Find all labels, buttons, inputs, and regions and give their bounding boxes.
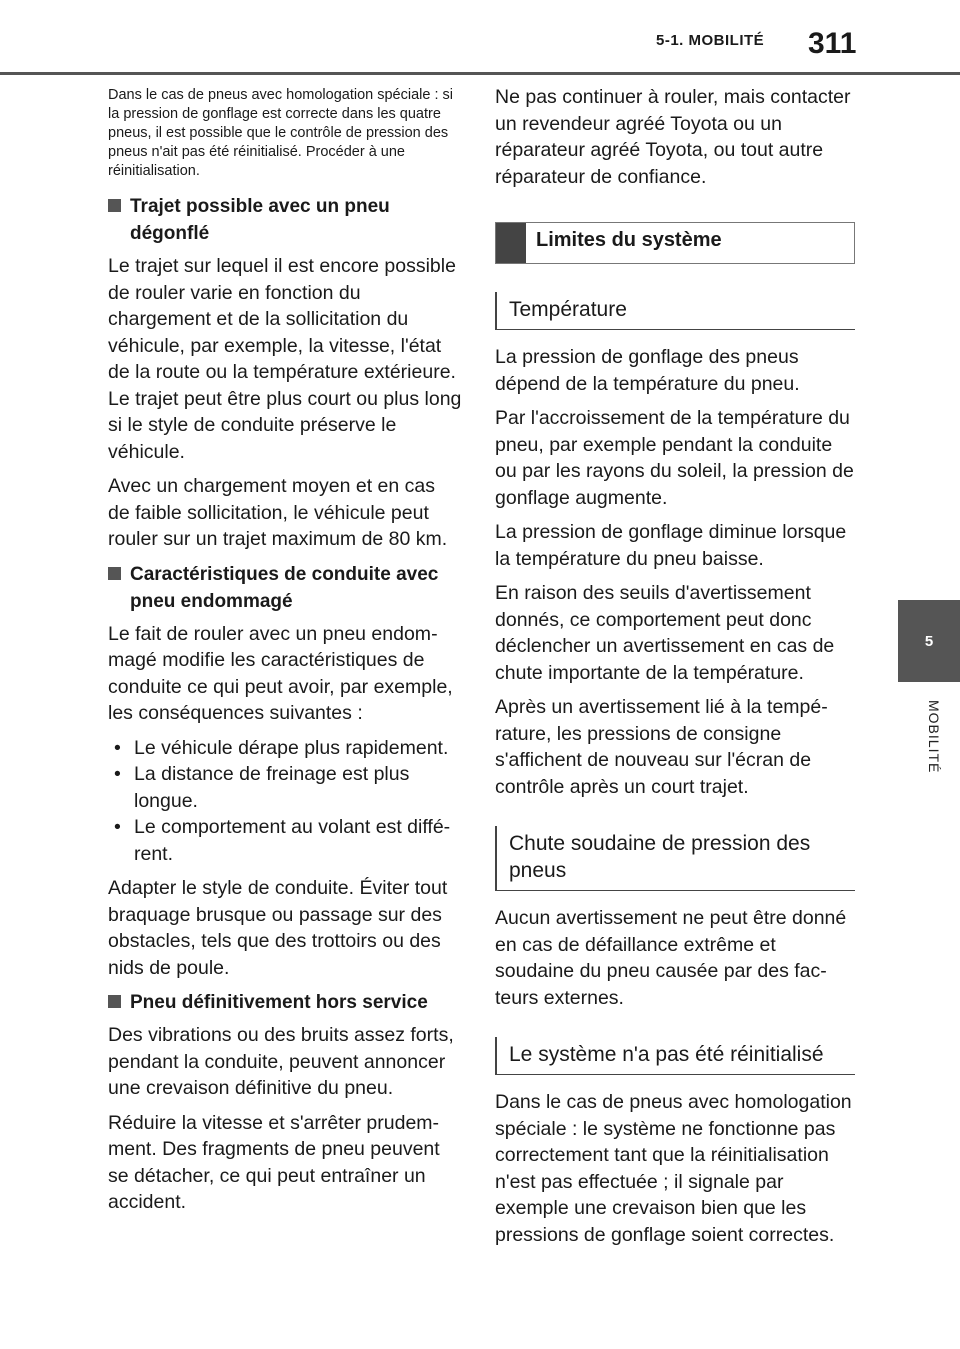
intro-note: Dans le cas de pneus avec homologation spéciale : si la pression de gonflage est correcte dans les quatre pneus, il est possible que le contrôle de pression des pneus n'ait pas été réinitialisé. Procéder à une réinitialisation. — [108, 87, 453, 179]
paragraph: La pression de gonflage diminue lorsque la température du pneu baisse. — [495, 521, 847, 570]
paragraph: Le fait de rouler avec un pneu endommagé modifie les caractéristiques de conduite ce qui peut avoir, par exemple, les conséquences suivantes : — [108, 622, 453, 724]
paragraph: Avec un chargement moyen et en cas de faible sollicitation, le véhicule peut rouler sur un trajet maximum de 80 km. — [108, 475, 448, 550]
square-bullet-icon — [108, 199, 121, 212]
bullet-icon: • — [114, 736, 121, 759]
chapter-tab: 5 — [898, 600, 960, 682]
subheading-damaged-tyre-handling — [108, 561, 462, 615]
subheading-text: Caractéristiques de conduite avec pneu endommagé — [130, 563, 439, 612]
paragraph: Des vibrations ou des bruits assez forts, pendant la conduite, peuvent annoncer une crevaison définitive du pneu. — [108, 1024, 454, 1099]
subheading-flat-tyre-range — [108, 193, 462, 247]
spacer — [495, 808, 855, 826]
list-item: • Le comportement au volant est différent. — [114, 816, 451, 865]
subheading-tyre-out-of-service — [108, 989, 462, 1016]
section-heading-text: Limites du système — [536, 229, 722, 251]
list-item: • Le véhicule dérape plus rapidement. — [108, 735, 462, 762]
page-number: 311 — [808, 27, 857, 60]
square-bullet-icon — [108, 995, 121, 1008]
paragraph: Adapter le style de conduite. Éviter tout braquage brusque ou passage sur des obstacles, tels que des trottoirs ou des nids de poule. — [108, 877, 448, 979]
paragraph: Par l'accroissement de la température du pneu, par exemple pendant la conduite ou par les rayons du soleil, la pression de gonflage augmente. — [495, 407, 854, 509]
paragraph: La pression de gonflage des pneus dépend de la température du pneu. — [495, 346, 800, 395]
subheading-text: Trajet possible avec un pneu dégonflé — [130, 196, 390, 244]
paragraph: Le trajet sur lequel il est encore possible de rouler varie en fonction du chargement et de la sollicitation du véhicule, par exemple, la vitesse, l'état de la route ou la température extérieure. Le trajet peut être plus court ou plus long si le style de conduite préserve le véhicule. — [108, 255, 462, 463]
spacer — [495, 1019, 855, 1037]
paragraph: Réduire la vitesse et s'arrêter prudemment. Des fragments de pneu peuvent se détacher, ce qui peut entraîner un accident. — [108, 1111, 440, 1213]
bullet-icon: • — [114, 816, 121, 838]
paragraph: Après un avertissement lié à la température, les pressions de consigne s'affichent de nouveau sur l'écran de contrôle après un court trajet. — [495, 696, 828, 798]
topic-title-temperature: Température — [495, 292, 855, 330]
header-rule — [0, 72, 960, 75]
chapter-tab-label: MOBILITÉ — [926, 700, 942, 774]
square-bullet-icon — [108, 567, 121, 580]
left-column — [108, 86, 462, 1224]
bullet-icon: • — [114, 763, 121, 785]
heading-bar — [496, 223, 526, 263]
section-heading-system-limits — [495, 222, 855, 264]
paragraph: En raison des seuils d'avertissement donnés, ce comportement peut donc déclencher un avertissement en cas de chute importante de la température. — [495, 582, 835, 684]
right-column — [495, 84, 855, 1256]
consequence-list — [108, 735, 462, 868]
running-header: 5-1. MOBILITÉ — [656, 32, 765, 49]
topic-title-sudden-pressure-drop: Chute soudaine de pression des pneus — [495, 826, 855, 891]
paragraph: Ne pas continuer à rouler, mais contacter un revendeur agréé Toyota ou un réparateur agréé Toyota, ou tout autre réparateur de confiance. — [495, 86, 851, 188]
list-item: • La distance de freinage est plus longue. — [114, 763, 410, 812]
paragraph: Dans le cas de pneus avec homologation spéciale : le système ne fonctionne pas correctement tant que la réinitialisation n'est pas effectuée ; il signale par exemple une crevaison bien que les pressions de gonflage soient correctes. — [495, 1091, 852, 1246]
topic-title-not-reset: Le système n'a pas été réinitialisé — [495, 1037, 855, 1075]
paragraph: Aucun avertissement ne peut être donné en cas de défaillance extrême et soudaine du pneu causée par des facteurs externes. — [495, 907, 847, 1009]
subheading-text: Pneu définitivement hors service — [130, 992, 428, 1013]
